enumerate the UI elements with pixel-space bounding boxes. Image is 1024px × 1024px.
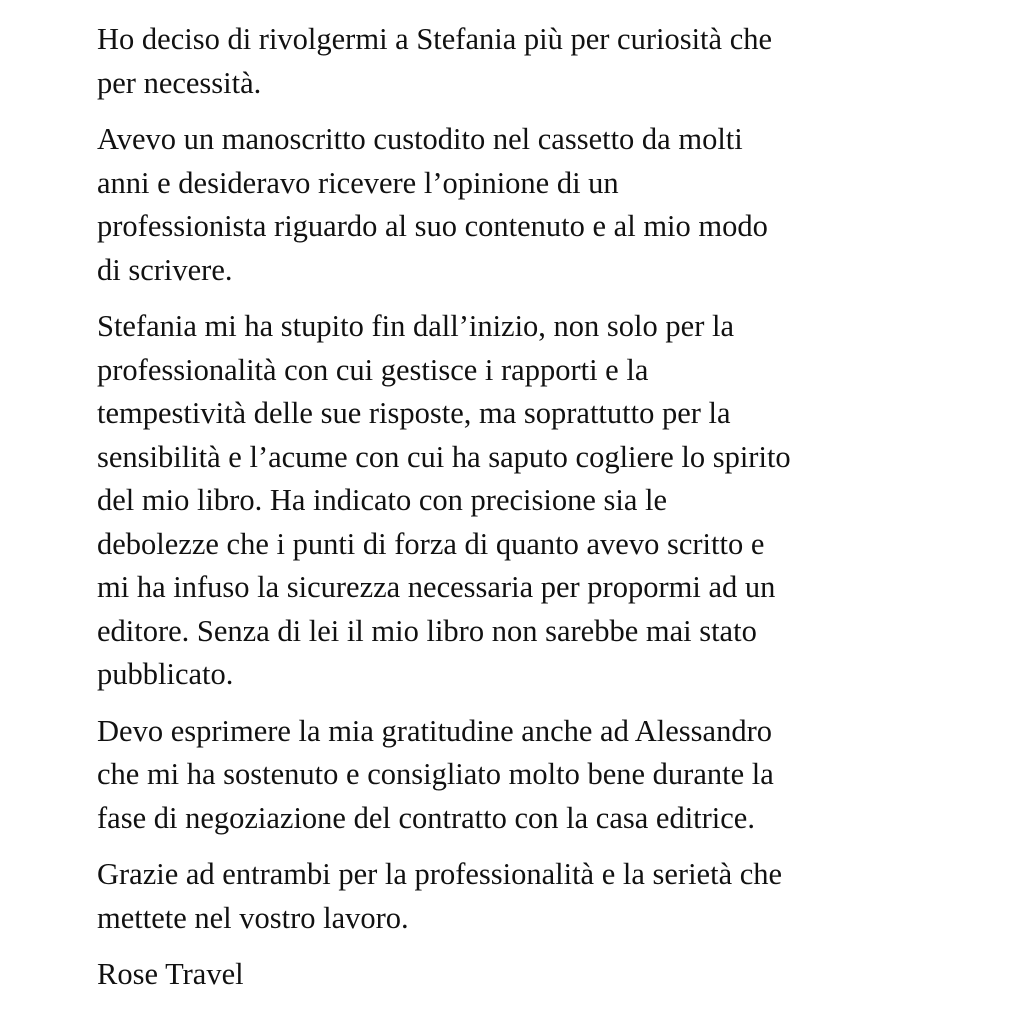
text-line: del mio libro. Ha indicato con precisione sia le <box>97 483 668 517</box>
paragraph-stefania <box>97 305 927 697</box>
text-line: professionalità con cui gestisce i rapporti e la <box>97 352 649 387</box>
text-line: sensibilità e l’acume con cui ha saputo cogliere lo spirito <box>97 439 791 474</box>
text-line: anni e desideravo ricevere l’opinione di un <box>97 165 619 200</box>
text-line: professionista riguardo al suo contenuto e al mio modo <box>97 209 768 243</box>
text-line: Grazie ad entrambi per la professionalità e la serietà che <box>97 857 783 891</box>
text-line: di scrivere. <box>97 252 233 287</box>
text-line: mettete nel vostro lavoro. <box>97 900 409 935</box>
signature-name: Rose Travel <box>97 957 244 991</box>
text-line: debolezze che i punti di forza di quanto avevo scritto e <box>97 526 765 561</box>
text-line: editore. Senza di lei il mio libro non sarebbe mai stato <box>97 613 757 648</box>
text-line: fase di negoziazione del contratto con la casa editrice. <box>97 800 755 835</box>
text-line: che mi ha sostenuto e consigliato molto bene durante la <box>97 757 774 791</box>
text-line: Devo esprimere la mia gratitudine anche ad Alessandro <box>97 713 772 748</box>
text-line: per necessità. <box>97 65 262 100</box>
testimonial-document <box>97 18 927 997</box>
text-line: Avevo un manoscritto custodito nel cassetto da molti <box>97 122 743 156</box>
text-line: pubblicato. <box>97 657 234 691</box>
paragraph-thanks <box>97 853 927 940</box>
text-line: mi ha infuso la sicurezza necessaria per propormi ad un <box>97 570 776 604</box>
text-line: tempestività delle sue risposte, ma soprattutto per la <box>97 396 731 430</box>
paragraph-alessandro <box>97 710 927 841</box>
text-line: Ho deciso di rivolgermi a Stefania più per curiosità che <box>97 22 773 56</box>
signature <box>97 953 927 997</box>
paragraph-manuscript <box>97 118 927 292</box>
text-line: Stefania mi ha stupito fin dall’inizio, non solo per la <box>97 309 734 343</box>
paragraph-intro <box>97 18 927 105</box>
